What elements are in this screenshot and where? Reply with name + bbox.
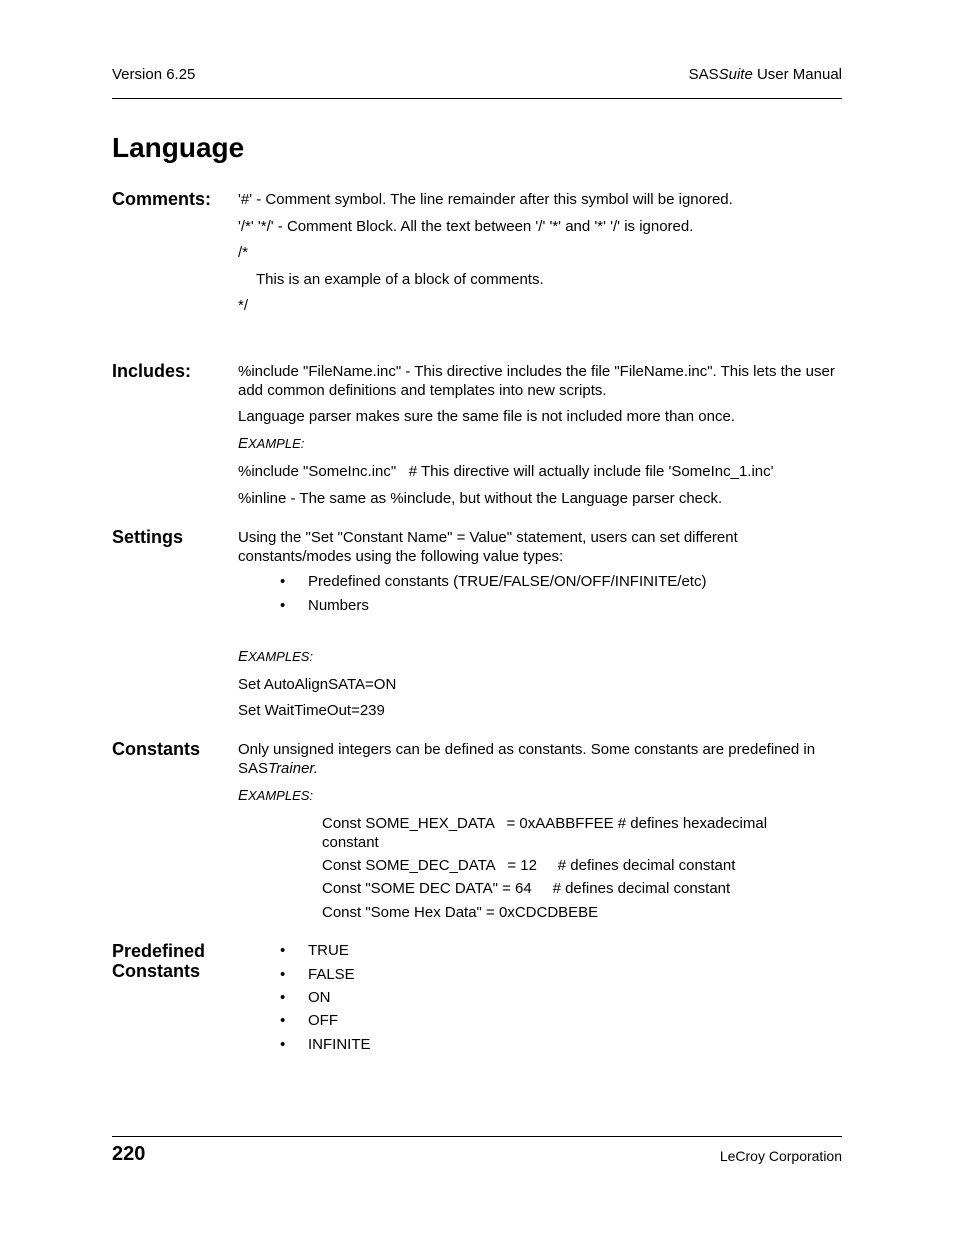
constants-code-2: Const SOME_DEC_DATA = 12 # defines decimal constant (322, 857, 736, 874)
manual-italic: Suite (718, 66, 753, 83)
manual-prefix: SAS (688, 66, 719, 83)
manual-suffix: User Manual (752, 66, 842, 83)
constants-para-italic: Trainer. (268, 760, 319, 777)
examples-rest: XAMPLES: (248, 788, 314, 803)
bullet-dot: • (280, 597, 286, 614)
footer-company: LeCroy Corporation (719, 1148, 842, 1164)
example-rest: XAMPLE: (248, 436, 305, 451)
settings-heading: Settings (112, 527, 184, 547)
constants-code-4: Const "Some Hex Data" = 0xCDCDBEBE (322, 904, 599, 921)
examples-rest: XAMPLES: (248, 649, 314, 664)
predefined-heading-line-1: Predefined (112, 941, 206, 961)
predefined-heading-line-2: Constants (112, 961, 201, 981)
settings-bullet-2: Numbers (308, 597, 369, 614)
comments-line-2: '/*' '*/' - Comment Block. All the text between '/' '*' and '*' '/' is ignored. (238, 218, 694, 235)
includes-example-code: %include "SomeInc.inc" # This directive will actually include file 'SomeInc_1.inc' (238, 463, 774, 480)
examples-initial: E (238, 787, 249, 804)
page-number: 220 (112, 1143, 146, 1165)
predefined-item-false: FALSE (308, 966, 355, 983)
predefined-heading (112, 941, 205, 981)
predefined-item-infinite: INFINITE (308, 1036, 371, 1053)
header-version: Version 6.25 (112, 66, 196, 83)
bullet-dot: • (280, 966, 286, 983)
predefined-item-on: ON (308, 989, 331, 1006)
comments-line-4: This is an example of a block of comments. (256, 271, 544, 288)
includes-para-1: %include "FileName.inc" - This directive includes the file "FileName.inc". This lets the user add common definitions and templates into new scripts. (238, 363, 835, 399)
comments-heading: Comments: (112, 189, 212, 209)
settings-code-1: Set AutoAlignSATA=ON (238, 676, 397, 693)
example-initial: E (238, 435, 249, 452)
comments-line-1: '#' - Comment symbol. The line remainder after this symbol will be ignored. (238, 191, 733, 208)
settings-bullet-1: Predefined constants (TRUE/FALSE/ON/OFF/INFINITE/etc) (308, 573, 707, 590)
settings-para: Using the "Set "Constant Name" = Value" statement, users can set different constants/modes using the following value types: (238, 529, 738, 565)
constants-heading: Constants (112, 739, 201, 759)
constants-code-3: Const "SOME DEC DATA" = 64 # defines decimal constant (322, 880, 731, 897)
predefined-item-true: TRUE (308, 942, 349, 959)
bullet-dot: • (280, 942, 286, 959)
constants-para-text: Only unsigned integers can be defined as constants. Some constants are predefined in SAS (238, 741, 816, 777)
header-rule (112, 98, 842, 99)
bullet-dot: • (280, 1012, 286, 1029)
header-manual-title (689, 66, 842, 83)
includes-heading: Includes: (112, 361, 192, 381)
constants-examples-label (238, 787, 313, 804)
bullet-dot: • (280, 573, 286, 590)
settings-examples-label (238, 648, 313, 665)
constants-code-1: Const SOME_HEX_DATA = 0xAABBFFEE # defines hexadecimal constant (322, 815, 772, 851)
predefined-item-off: OFF (308, 1012, 338, 1029)
constants-para (238, 740, 842, 778)
includes-para-2: Language parser makes sure the same file is not included more than once. (238, 408, 735, 425)
bullet-dot: • (280, 1036, 286, 1053)
settings-code-2: Set WaitTimeOut=239 (238, 702, 385, 719)
comments-line-3: /* (238, 244, 249, 261)
examples-initial: E (238, 648, 249, 665)
comments-line-5: */ (238, 297, 249, 314)
page-title: Language (112, 132, 245, 163)
bullet-dot: • (280, 989, 286, 1006)
includes-example-label (238, 435, 304, 452)
includes-inline: %inline - The same as %include, but without the Language parser check. (238, 490, 723, 507)
footer-rule (112, 1136, 842, 1137)
